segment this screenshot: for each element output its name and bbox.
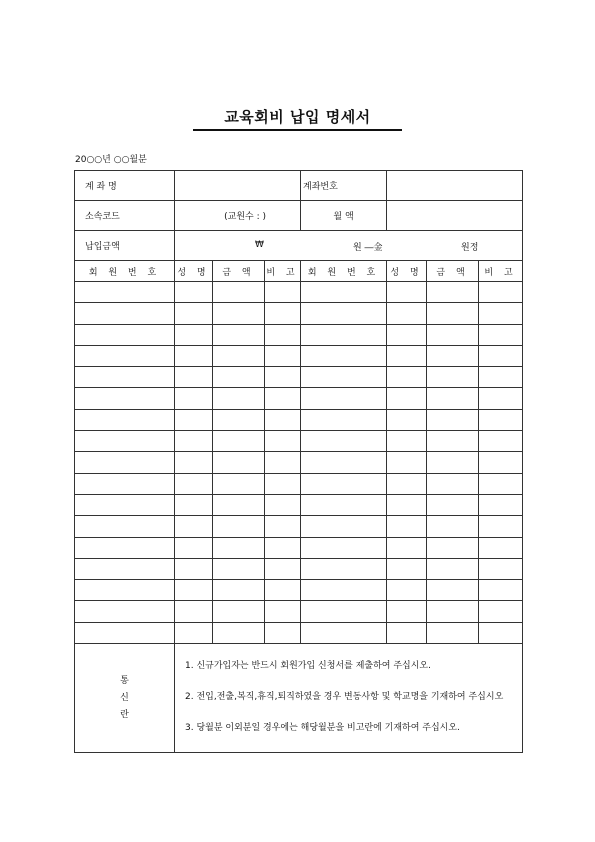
col-amount-2: 금 액 <box>427 261 479 282</box>
table-cell[interactable] <box>387 516 427 537</box>
table-cell[interactable] <box>479 409 523 430</box>
note-item: 1. 신규가입자는 반드시 회원가입 신청서를 제출하여 주십시오. <box>185 660 431 671</box>
table-cell[interactable] <box>265 452 301 473</box>
table-cell[interactable] <box>301 324 387 345</box>
table-cell[interactable] <box>301 367 387 388</box>
affiliation-row <box>75 201 523 231</box>
table-cell[interactable] <box>265 601 301 622</box>
table-cell[interactable] <box>75 537 175 558</box>
table-cell[interactable] <box>175 303 213 324</box>
table-cell[interactable] <box>427 431 479 452</box>
table-cell[interactable] <box>213 324 265 345</box>
table-cell[interactable] <box>265 303 301 324</box>
note-item: 3. 당월분 이외분일 경우에는 해당월분을 비고란에 기재하여 주십시오. <box>185 722 460 733</box>
notes-label <box>118 673 132 724</box>
account-row <box>75 171 523 201</box>
table-cell[interactable] <box>387 601 427 622</box>
table-cell[interactable] <box>427 622 479 643</box>
table-row <box>75 388 523 409</box>
table-cell[interactable] <box>301 409 387 430</box>
table-cell[interactable] <box>301 537 387 558</box>
table-cell[interactable] <box>479 580 523 601</box>
table-cell[interactable] <box>301 388 387 409</box>
table-cell[interactable] <box>427 324 479 345</box>
table-cell[interactable] <box>213 516 265 537</box>
table-cell[interactable] <box>427 537 479 558</box>
table-cell[interactable] <box>265 324 301 345</box>
col-remarks-2: 비 고 <box>479 261 523 282</box>
note-item: 2. 전입,전출,복직,휴직,퇴직하였을 경우 변동사항 및 학교명을 기재하여 주십시오 <box>185 691 504 702</box>
table-cell[interactable] <box>213 388 265 409</box>
table-cell[interactable] <box>479 473 523 494</box>
table-row <box>75 345 523 366</box>
table-cell[interactable] <box>479 516 523 537</box>
table-cell[interactable] <box>387 473 427 494</box>
table-cell[interactable] <box>301 601 387 622</box>
monthly-fee-label: 월 액 <box>301 201 387 231</box>
won-gold-text: 원 ―金 <box>353 243 383 253</box>
table-cell[interactable] <box>175 388 213 409</box>
table-cell[interactable] <box>75 452 175 473</box>
table-row <box>75 303 523 324</box>
table-cell[interactable] <box>175 345 213 366</box>
table-cell[interactable] <box>387 452 427 473</box>
table-cell[interactable] <box>427 452 479 473</box>
table-cell[interactable] <box>265 622 301 643</box>
table-row <box>75 282 523 303</box>
table-cell[interactable] <box>175 324 213 345</box>
table-cell[interactable] <box>301 303 387 324</box>
table-cell[interactable] <box>301 580 387 601</box>
table-row <box>75 324 523 345</box>
table-cell[interactable] <box>265 345 301 366</box>
table-cell[interactable] <box>213 409 265 430</box>
table-cell[interactable] <box>387 537 427 558</box>
table-row <box>75 580 523 601</box>
table-cell[interactable] <box>479 452 523 473</box>
table-row <box>75 558 523 579</box>
table-cell[interactable] <box>387 622 427 643</box>
table-cell[interactable] <box>75 622 175 643</box>
table-cell[interactable] <box>387 303 427 324</box>
table-cell[interactable] <box>479 431 523 452</box>
table-cell[interactable] <box>301 494 387 515</box>
table-cell[interactable] <box>387 367 427 388</box>
payment-form-table <box>74 170 523 753</box>
notes-label-char: 통 <box>120 675 129 686</box>
account-name-label: 계 좌 명 <box>75 171 175 201</box>
table-cell[interactable] <box>75 345 175 366</box>
col-member-number-1: 회 원 번 호 <box>75 261 175 282</box>
column-header-row <box>75 261 523 282</box>
table-cell[interactable] <box>265 388 301 409</box>
table-cell[interactable] <box>75 580 175 601</box>
table-cell[interactable] <box>387 580 427 601</box>
table-cell[interactable] <box>301 516 387 537</box>
table-cell[interactable] <box>213 558 265 579</box>
period-label: 20○○년 ○○월분 <box>75 155 147 165</box>
table-cell[interactable] <box>75 516 175 537</box>
table-cell[interactable] <box>387 409 427 430</box>
table-cell[interactable] <box>301 622 387 643</box>
notes-label-char: 란 <box>120 709 129 720</box>
table-cell[interactable] <box>387 431 427 452</box>
table-cell[interactable] <box>427 494 479 515</box>
table-cell[interactable] <box>479 367 523 388</box>
table-cell[interactable] <box>75 558 175 579</box>
affiliation-code-label: 소속코드 <box>75 201 175 231</box>
table-cell[interactable] <box>479 494 523 515</box>
table-cell[interactable] <box>265 516 301 537</box>
table-cell[interactable] <box>387 388 427 409</box>
table-cell[interactable] <box>265 409 301 430</box>
table-cell[interactable] <box>175 431 213 452</box>
table-cell[interactable] <box>427 580 479 601</box>
table-cell[interactable] <box>265 367 301 388</box>
table-cell[interactable] <box>213 431 265 452</box>
table-cell[interactable] <box>479 345 523 366</box>
won-exact-text: 원정 <box>461 243 479 253</box>
table-cell[interactable] <box>175 452 213 473</box>
table-row <box>75 367 523 388</box>
table-cell[interactable] <box>427 303 479 324</box>
table-cell[interactable] <box>265 558 301 579</box>
table-cell[interactable] <box>387 324 427 345</box>
table-cell[interactable] <box>175 473 213 494</box>
table-cell[interactable] <box>75 409 175 430</box>
table-row <box>75 473 523 494</box>
col-name-2: 성 명 <box>387 261 427 282</box>
notes-label-char: 신 <box>120 692 129 703</box>
table-cell[interactable] <box>427 388 479 409</box>
col-amount-1: 금 액 <box>213 261 265 282</box>
table-row <box>75 537 523 558</box>
payment-amount-field[interactable] <box>175 231 523 261</box>
table-cell[interactable] <box>427 516 479 537</box>
col-member-number-2: 회 원 번 호 <box>301 261 387 282</box>
table-cell[interactable] <box>301 473 387 494</box>
table-cell[interactable] <box>75 324 175 345</box>
table-cell[interactable] <box>387 282 427 303</box>
table-cell[interactable] <box>213 282 265 303</box>
table-cell[interactable] <box>213 601 265 622</box>
table-cell[interactable] <box>301 431 387 452</box>
account-number-label: 계좌번호 <box>301 171 387 201</box>
table-row <box>75 622 523 643</box>
table-cell[interactable] <box>427 558 479 579</box>
table-cell[interactable] <box>75 431 175 452</box>
table-cell[interactable] <box>427 345 479 366</box>
table-cell[interactable] <box>479 324 523 345</box>
col-name-1: 성 명 <box>175 261 213 282</box>
table-cell[interactable] <box>213 367 265 388</box>
table-cell[interactable] <box>75 303 175 324</box>
table-cell[interactable] <box>175 622 213 643</box>
document-title: 교육회비 납입 명세서 <box>224 108 371 126</box>
table-cell[interactable] <box>213 537 265 558</box>
payment-amount-row <box>75 231 523 261</box>
table-cell[interactable] <box>479 303 523 324</box>
table-cell[interactable] <box>479 601 523 622</box>
table-cell[interactable] <box>387 345 427 366</box>
table-cell[interactable] <box>265 494 301 515</box>
won-symbol: ₩ <box>255 240 264 250</box>
table-cell[interactable] <box>427 409 479 430</box>
table-cell[interactable] <box>75 494 175 515</box>
table-cell[interactable] <box>301 558 387 579</box>
table-cell[interactable] <box>213 494 265 515</box>
table-cell[interactable] <box>75 367 175 388</box>
table-cell[interactable] <box>301 452 387 473</box>
table-row <box>75 409 523 430</box>
table-cell[interactable] <box>479 537 523 558</box>
table-cell[interactable] <box>175 558 213 579</box>
notes-content <box>175 644 523 753</box>
table-cell[interactable] <box>75 473 175 494</box>
table-cell[interactable] <box>175 516 213 537</box>
account-name-field[interactable] <box>175 171 301 201</box>
notes-label-cell <box>75 644 175 753</box>
table-cell[interactable] <box>213 622 265 643</box>
payment-amount-label: 납입금액 <box>75 231 175 261</box>
table-cell[interactable] <box>75 388 175 409</box>
table-cell[interactable] <box>427 601 479 622</box>
table-cell[interactable] <box>175 282 213 303</box>
table-cell[interactable] <box>427 282 479 303</box>
table-cell[interactable] <box>265 473 301 494</box>
table-cell[interactable] <box>175 580 213 601</box>
table-row <box>75 516 523 537</box>
table-cell[interactable] <box>213 345 265 366</box>
monthly-fee-field[interactable] <box>387 201 523 231</box>
table-cell[interactable] <box>387 494 427 515</box>
table-row <box>75 494 523 515</box>
table-cell[interactable] <box>427 367 479 388</box>
table-cell[interactable] <box>301 282 387 303</box>
table-cell[interactable] <box>175 494 213 515</box>
table-cell[interactable] <box>213 303 265 324</box>
table-cell[interactable] <box>175 537 213 558</box>
table-cell[interactable] <box>479 622 523 643</box>
table-cell[interactable] <box>175 409 213 430</box>
title-underline <box>193 129 402 131</box>
table-cell[interactable] <box>75 601 175 622</box>
table-cell[interactable] <box>301 345 387 366</box>
table-cell[interactable] <box>265 580 301 601</box>
table-cell[interactable] <box>265 537 301 558</box>
table-cell[interactable] <box>479 388 523 409</box>
table-cell[interactable] <box>479 282 523 303</box>
notes-row <box>75 644 523 753</box>
table-cell[interactable] <box>213 473 265 494</box>
table-cell[interactable] <box>175 367 213 388</box>
col-remarks-1: 비 고 <box>265 261 301 282</box>
account-number-field[interactable] <box>387 171 523 201</box>
member-count-field[interactable]: (교원수 : ) <box>175 201 301 231</box>
table-cell[interactable] <box>175 601 213 622</box>
table-cell[interactable] <box>479 558 523 579</box>
table-cell[interactable] <box>213 580 265 601</box>
table-row <box>75 452 523 473</box>
table-cell[interactable] <box>213 452 265 473</box>
table-cell[interactable] <box>265 282 301 303</box>
table-row <box>75 431 523 452</box>
data-rows <box>75 282 523 644</box>
table-cell[interactable] <box>75 282 175 303</box>
table-row <box>75 601 523 622</box>
table-cell[interactable] <box>265 431 301 452</box>
table-cell[interactable] <box>427 473 479 494</box>
table-cell[interactable] <box>387 558 427 579</box>
